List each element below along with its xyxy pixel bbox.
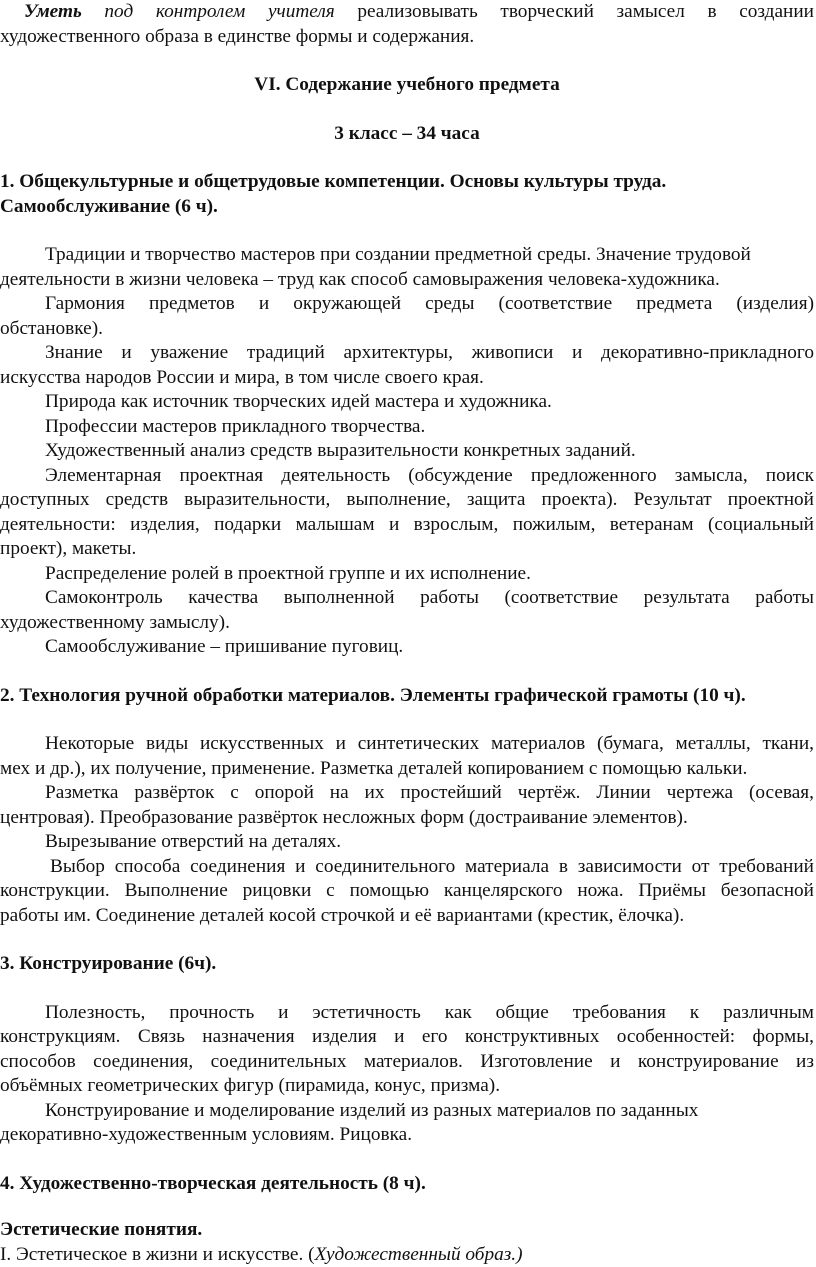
s2-p3: Вырезывание отверстий на деталях. bbox=[0, 830, 814, 855]
s4-item-1-italic: Художественный образ.) bbox=[315, 1244, 523, 1265]
s2-heading: 2. Технология ручной обработки материалов. Элементы графической грамоты (10 ч). bbox=[0, 684, 814, 709]
intro-line-1 bbox=[0, 0, 814, 25]
s1-p1-line-1: Традиции и творчество мастеров при создании предметной среды. Значение трудовой bbox=[0, 243, 814, 268]
s1-heading-line-2: Самообслуживание (6 ч). bbox=[0, 195, 814, 220]
s2-p1-line-1: Некоторые виды искусственных и синтетических материалов (бумага, металлы, ткани, bbox=[0, 732, 814, 757]
s2-p4-line-3: работы им. Соединение деталей косой строчкой и её вариантами (крестик, ёлочка). bbox=[0, 904, 814, 929]
s1-p8: Распределение ролей в проектной группе и их исполнение. bbox=[0, 562, 814, 587]
s3-p1-line-1: Полезность, прочность и эстетичность как общие требования к различным bbox=[0, 1001, 814, 1026]
section-title: VI. Содержание учебного предмета bbox=[0, 73, 814, 98]
grade-title: 3 класс – 34 часа bbox=[0, 122, 814, 147]
s4-item-1 bbox=[0, 1243, 814, 1267]
s3-p1-line-2: конструкциям. Связь назначения изделия и его конструктивных особенностей: формы, bbox=[0, 1025, 814, 1050]
intro-bold-italic: Уметь bbox=[24, 1, 82, 22]
s2-p2-line-1: Разметка развёрток с опорой на их простейший чертёж. Линии чертежа (осевая, bbox=[0, 781, 814, 806]
s3-p2-line-2: декоративно-художественным условиям. Рицовка. bbox=[0, 1123, 814, 1148]
s4-subheading: Эстетические понятия. bbox=[0, 1218, 814, 1243]
intro-italic: под контролем учителя bbox=[82, 1, 335, 22]
s2-p4-line-1: Выбор способа соединения и соединительного материала в зависимости от требований bbox=[0, 855, 814, 880]
s1-p9-line-1: Самоконтроль качества выполненной работы (соответствие результата работы bbox=[0, 586, 814, 611]
s1-p7-line-2: доступных средств выразительности, выполнение, защита проекта). Результат проектной bbox=[0, 488, 814, 513]
s3-p1-line-3: способов соединения, соединительных материалов. Изготовление и конструирование из bbox=[0, 1050, 814, 1075]
s3-p1-line-4: объёмных геометрических фигур (пирамида, конус, призма). bbox=[0, 1074, 814, 1099]
s1-heading-line-1: 1. Общекультурные и общетрудовые компетенции. Основы культуры труда. bbox=[0, 170, 814, 195]
s1-p2-line-2: обстановке). bbox=[0, 317, 814, 342]
s1-p4: Природа как источник творческих идей мастера и художника. bbox=[0, 390, 814, 415]
intro-rest: реализовывать творческий замысел в создании bbox=[335, 1, 814, 22]
s3-heading: 3. Конструирование (6ч). bbox=[0, 952, 814, 977]
s2-p2-line-2: центровая). Преобразование развёрток несложных форм (достраивание элементов). bbox=[0, 806, 814, 831]
s1-p6: Художественный анализ средств выразительности конкретных заданий. bbox=[0, 439, 814, 464]
s1-p10: Самообслуживание – пришивание пуговиц. bbox=[0, 635, 814, 660]
s2-p1-line-2: мех и др.), их получение, применение. Разметка деталей копированием с помощью кальки. bbox=[0, 757, 814, 782]
s1-p7-line-4: проект), макеты. bbox=[0, 537, 814, 562]
s3-p2-line-1: Конструирование и моделирование изделий из разных материалов по заданных bbox=[0, 1099, 814, 1124]
s1-p9-line-2: художественному замыслу). bbox=[0, 611, 814, 636]
s1-p7-line-3: деятельности: изделия, подарки малышам и взрослым, пожилым, ветеранам (социальный bbox=[0, 513, 814, 538]
s1-p2-line-1: Гармония предметов и окружающей среды (соответствие предмета (изделия) bbox=[0, 292, 814, 317]
s4-heading: 4. Художественно-творческая деятельность (8 ч). bbox=[0, 1172, 814, 1197]
s1-p1-line-2: деятельности в жизни человека – труд как способ самовыражения человека-художника. bbox=[0, 268, 814, 293]
intro-line-2: художественного образа в единстве формы и содержания. bbox=[0, 25, 814, 50]
s1-p3-line-1: Знание и уважение традиций архитектуры, живописи и декоративно-прикладного bbox=[0, 341, 814, 366]
s4-item-1-prefix: I. Эстетическое в жизни и искусстве. ( bbox=[0, 1244, 315, 1265]
s1-p7-line-1: Элементарная проектная деятельность (обсуждение предложенного замысла, поиск bbox=[0, 464, 814, 489]
s1-p5: Профессии мастеров прикладного творчества. bbox=[0, 415, 814, 440]
s1-p3-line-2: искусства народов России и мира, в том числе своего края. bbox=[0, 366, 814, 391]
s2-p4-line-2: конструкции. Выполнение рицовки с помощью канцелярского ножа. Приёмы безопасной bbox=[0, 879, 814, 904]
